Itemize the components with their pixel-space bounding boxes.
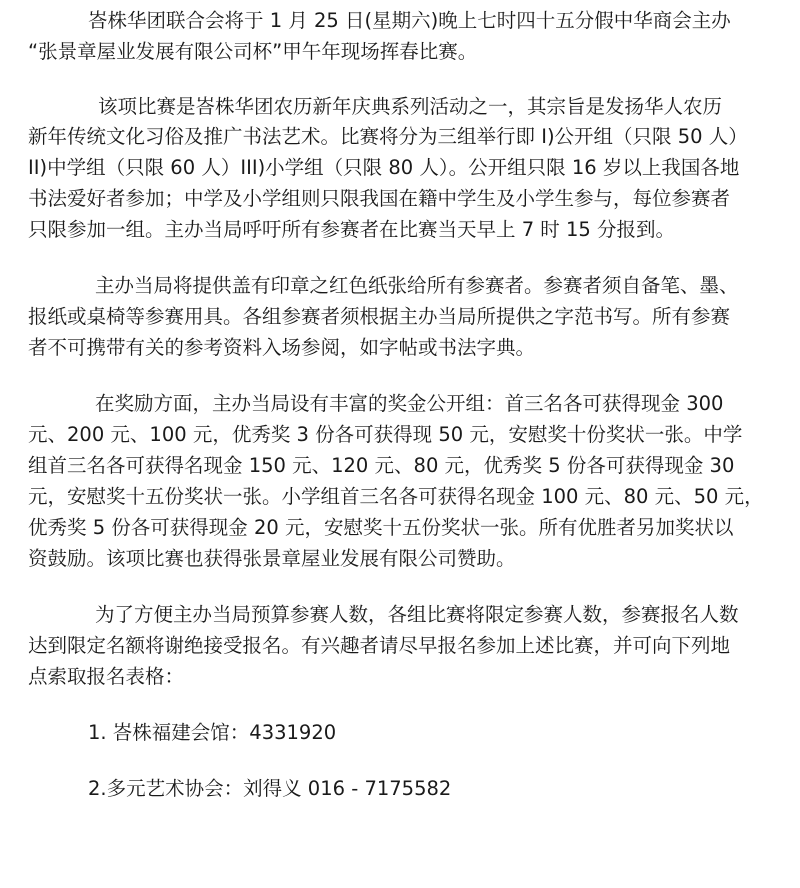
- text-line: 只限参加一组。主办当局呼吁所有参赛者在比赛当天早上 7 时 15 分报到。: [28, 218, 676, 241]
- text-line: 1. 峇株福建会馆：4331920: [88, 721, 337, 744]
- text-line: 2.多元艺术协会：刘得义 016 - 7175582: [88, 777, 452, 800]
- text-line: 元、200 元、100 元，优秀奖 3 份各可获得现 50 元，安慰奖十份奖状一张。中学: [28, 423, 743, 446]
- text-line: “张景章屋业发展有限公司杯”甲午年现场挥春比赛。: [28, 40, 478, 63]
- text-line: 新年传统文化习俗及推广书法艺术。比赛将分为三组举行即 I)公开组（只限 50 人）: [28, 125, 748, 148]
- text-line: 书法爱好者参加；中学及小学组则只限我国在籍中学生及小学生参与，每位参赛者: [28, 187, 731, 210]
- text-line: 为了方便主办当局预算参赛人数，各组比赛将限定参赛人数，参赛报名人数: [95, 603, 739, 626]
- text-line: 峇株华团联合会将于 1 月 25 日(星期六)晚上七时四十五分假中华商会主办: [88, 9, 731, 32]
- text-line: 在奖励方面，主办当局设有丰富的奖金公开组：首三名各可获得现金 300: [95, 392, 724, 415]
- text-line: II)中学组（只限 60 人）III)小学组（只限 80 人）。公开组只限 16 岁以上我国各地: [28, 156, 740, 179]
- text-line: 元，安慰奖十五份奖状一张。小学组首三名各可获得名现金 100 元、80 元、50 元，: [28, 485, 764, 508]
- text-line: 主办当局将提供盖有印章之红色纸张给所有参赛者。参赛者须自备笔、墨、: [95, 274, 739, 297]
- text-line: 资鼓励。该项比赛也获得张景章屋业发展有限公司赞助。: [28, 547, 516, 570]
- text-line: 报纸或桌椅等参赛用具。各组参赛者须根据主办当局所提供之字范书写。所有参赛: [28, 305, 731, 328]
- text-line: 达到限定名额将谢绝接受报名。有兴趣者请尽早报名参加上述比赛，并可向下列地: [28, 634, 731, 657]
- text-line: 点索取报名表格：: [28, 665, 185, 688]
- text-line: 优秀奖 5 份各可获得现金 20 元，安慰奖十五份奖状一张。所有优胜者另加奖状以: [28, 516, 734, 539]
- text-line: 组首三名各可获得名现金 150 元、120 元、80 元，优秀奖 5 份各可获得现金 30: [28, 454, 735, 477]
- text-line: 该项比赛是峇株华团农历新年庆典系列活动之一，其宗旨是发扬华人农历: [98, 95, 723, 118]
- text-line: 者不可携带有关的参考资料入场参阅，如字帖或书法字典。: [28, 336, 536, 359]
